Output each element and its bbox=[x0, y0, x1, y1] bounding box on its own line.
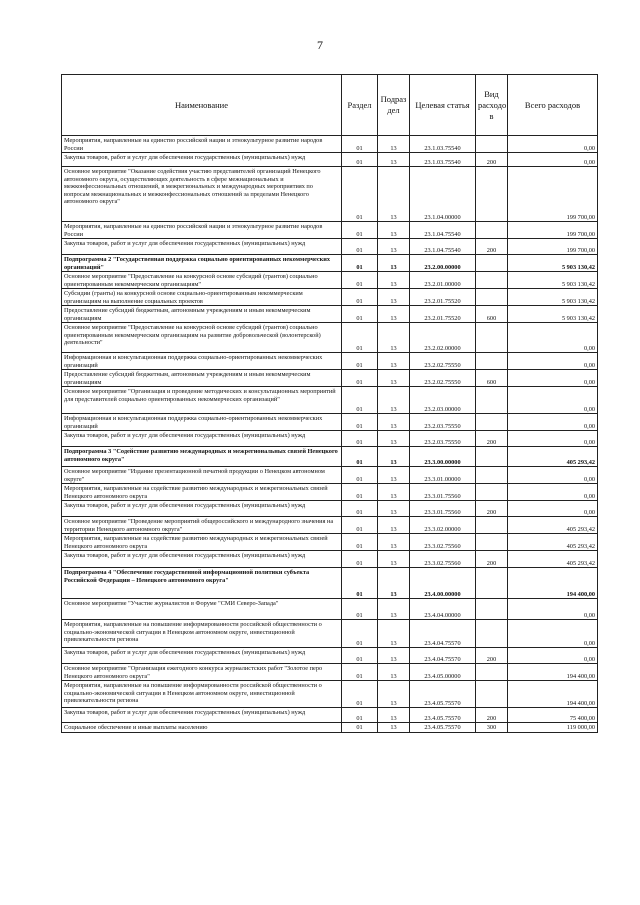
row-podrazdel-cell: 13 bbox=[378, 620, 410, 648]
row-target-cell: 23.2.02.75550 bbox=[410, 353, 476, 370]
table-row bbox=[62, 167, 598, 222]
row-razdel-cell: 01 bbox=[342, 708, 378, 723]
row-name-cell: Мероприятия, направленные на единство российской нации и этнокультурное развитие народов России bbox=[62, 136, 342, 153]
row-podrazdel-cell: 13 bbox=[378, 414, 410, 431]
row-expense-type-cell bbox=[476, 599, 508, 620]
row-target-cell: 23.4.05.75570 bbox=[410, 723, 476, 733]
row-expense-type-cell bbox=[476, 534, 508, 551]
row-target-cell: 23.2.01.75520 bbox=[410, 306, 476, 323]
row-name-cell: Подпрограмма 3 "Содействие развитию международных и межрегиональных связей Ненецкого автономного округа" bbox=[62, 447, 342, 467]
table-row bbox=[62, 431, 598, 447]
row-podrazdel-cell: 13 bbox=[378, 167, 410, 222]
row-razdel-cell: 01 bbox=[342, 664, 378, 681]
table-row bbox=[62, 255, 598, 272]
row-podrazdel-cell: 13 bbox=[378, 664, 410, 681]
row-total-cell: 119 000,00 bbox=[508, 723, 598, 733]
row-podrazdel-cell: 13 bbox=[378, 323, 410, 353]
row-total-cell: 5 903 130,42 bbox=[508, 255, 598, 272]
row-name-cell: Мероприятия, направленные на содействие развитию международных и межрегиональных связей Ненецкого автономного округа bbox=[62, 484, 342, 501]
row-total-cell: 0,00 bbox=[508, 387, 598, 414]
row-name-cell: Закупка товаров, работ и услуг для обеспечения государственных (муниципальных) нужд bbox=[62, 153, 342, 167]
row-total-cell: 0,00 bbox=[508, 153, 598, 167]
row-target-cell: 23.2.02.00000 bbox=[410, 323, 476, 353]
row-target-cell: 23.3.02.00000 bbox=[410, 517, 476, 534]
row-name-cell: Информационная и консультационная поддержка социально-ориентированных некоммерческих организаций bbox=[62, 414, 342, 431]
row-podrazdel-cell: 13 bbox=[378, 534, 410, 551]
row-expense-type-cell: 300 bbox=[476, 723, 508, 733]
row-name-cell: Предоставление субсидий бюджетным, автономным учреждениям и иным некоммерческим организациям bbox=[62, 370, 342, 387]
table-row bbox=[62, 467, 598, 484]
row-target-cell: 23.2.01.00000 bbox=[410, 272, 476, 289]
row-podrazdel-cell: 13 bbox=[378, 387, 410, 414]
row-expense-type-cell bbox=[476, 222, 508, 239]
row-razdel-cell: 01 bbox=[342, 723, 378, 733]
row-total-cell: 0,00 bbox=[508, 501, 598, 517]
table-row bbox=[62, 289, 598, 306]
row-expense-type-cell: 200 bbox=[476, 239, 508, 255]
header-target-article: Целевая статья bbox=[410, 75, 476, 136]
row-expense-type-cell bbox=[476, 136, 508, 153]
row-razdel-cell: 01 bbox=[342, 239, 378, 255]
row-razdel-cell: 01 bbox=[342, 681, 378, 708]
row-name-cell: Предоставление субсидий бюджетным, автономным учреждениям и иным некоммерческим организациям bbox=[62, 306, 342, 323]
row-total-cell: 0,00 bbox=[508, 620, 598, 648]
row-razdel-cell: 01 bbox=[342, 484, 378, 501]
row-total-cell: 199 700,00 bbox=[508, 167, 598, 222]
row-podrazdel-cell: 13 bbox=[378, 648, 410, 664]
row-total-cell: 5 903 130,42 bbox=[508, 306, 598, 323]
table-row bbox=[62, 599, 598, 620]
row-expense-type-cell: 200 bbox=[476, 648, 508, 664]
table-row bbox=[62, 620, 598, 648]
row-total-cell: 199 700,00 bbox=[508, 222, 598, 239]
table-row bbox=[62, 153, 598, 167]
row-name-cell: Основное мероприятие "Проведение мероприятий общероссийского и международного значения на территории Ненецкого автономного округа" bbox=[62, 517, 342, 534]
row-total-cell: 0,00 bbox=[508, 136, 598, 153]
row-razdel-cell: 01 bbox=[342, 353, 378, 370]
row-expense-type-cell: 200 bbox=[476, 708, 508, 723]
row-target-cell: 23.4.00.00000 bbox=[410, 568, 476, 599]
row-razdel-cell: 01 bbox=[342, 431, 378, 447]
table-row bbox=[62, 272, 598, 289]
row-razdel-cell: 01 bbox=[342, 222, 378, 239]
row-name-cell: Основное мероприятие "Предоставление на конкурсной основе субсидий (грантов) социально ориентированным некоммерческим организациям на развитие добровольческой (волонтерской) деятельности" bbox=[62, 323, 342, 353]
row-target-cell: 23.1.04.00000 bbox=[410, 167, 476, 222]
row-name-cell: Основное мероприятие "Оказание содействия участию представителей организаций Ненецкого автономного округа, осуществляющих деятельность в сфере межнациональных и межконфессиональных отношений, в межрегиональных и международных мероприятиях по вопросам межнациональных и межконфессиональных отношений за пределами Ненецкого автономного округа" bbox=[62, 167, 342, 222]
row-total-cell: 405 293,42 bbox=[508, 447, 598, 467]
row-target-cell: 23.3.02.75560 bbox=[410, 534, 476, 551]
row-target-cell: 23.4.05.00000 bbox=[410, 664, 476, 681]
row-total-cell: 5 903 130,42 bbox=[508, 272, 598, 289]
row-total-cell: 0,00 bbox=[508, 431, 598, 447]
row-name-cell: Мероприятия, направленные на содействие развитию международных и межрегиональных связей Ненецкого автономного округа bbox=[62, 534, 342, 551]
table-row bbox=[62, 517, 598, 534]
row-name-cell: Основное мероприятие "Организация и проведение методических и консультационных мероприятий для представителей социально ориентированных некоммерческих организаций" bbox=[62, 387, 342, 414]
row-target-cell: 23.2.03.75550 bbox=[410, 414, 476, 431]
table-row bbox=[62, 723, 598, 733]
table-row bbox=[62, 534, 598, 551]
row-podrazdel-cell: 13 bbox=[378, 222, 410, 239]
row-target-cell: 23.2.03.00000 bbox=[410, 387, 476, 414]
row-expense-type-cell bbox=[476, 167, 508, 222]
row-expense-type-cell bbox=[476, 414, 508, 431]
row-expense-type-cell bbox=[476, 255, 508, 272]
row-podrazdel-cell: 13 bbox=[378, 723, 410, 733]
header-expense-type: Вид расходо в bbox=[476, 75, 508, 136]
row-podrazdel-cell: 13 bbox=[378, 272, 410, 289]
row-podrazdel-cell: 13 bbox=[378, 484, 410, 501]
row-podrazdel-cell: 13 bbox=[378, 306, 410, 323]
row-razdel-cell: 01 bbox=[342, 387, 378, 414]
table-row bbox=[62, 568, 598, 599]
row-total-cell: 75 400,00 bbox=[508, 708, 598, 723]
row-razdel-cell: 01 bbox=[342, 599, 378, 620]
row-name-cell: Подпрограмма 2 "Государственная поддержка социально ориентированных некоммерческих организаций" bbox=[62, 255, 342, 272]
row-target-cell: 23.2.01.75520 bbox=[410, 289, 476, 306]
table-row bbox=[62, 708, 598, 723]
table-row bbox=[62, 681, 598, 708]
row-razdel-cell: 01 bbox=[342, 153, 378, 167]
header-podrazdel: Подраз дел bbox=[378, 75, 410, 136]
row-expense-type-cell bbox=[476, 289, 508, 306]
header-name: Наименование bbox=[62, 75, 342, 136]
row-expense-type-cell bbox=[476, 484, 508, 501]
row-expense-type-cell bbox=[476, 387, 508, 414]
row-razdel-cell: 01 bbox=[342, 501, 378, 517]
row-expense-type-cell: 600 bbox=[476, 370, 508, 387]
row-total-cell: 0,00 bbox=[508, 599, 598, 620]
row-total-cell: 0,00 bbox=[508, 648, 598, 664]
row-target-cell: 23.2.03.75550 bbox=[410, 431, 476, 447]
row-podrazdel-cell: 13 bbox=[378, 501, 410, 517]
row-target-cell: 23.4.04.75570 bbox=[410, 620, 476, 648]
row-expense-type-cell: 200 bbox=[476, 501, 508, 517]
row-podrazdel-cell: 13 bbox=[378, 681, 410, 708]
row-razdel-cell: 01 bbox=[342, 255, 378, 272]
row-total-cell: 0,00 bbox=[508, 353, 598, 370]
row-razdel-cell: 01 bbox=[342, 447, 378, 467]
row-razdel-cell: 01 bbox=[342, 414, 378, 431]
row-name-cell: Мероприятия, направленные на повышение информированности российской общественности о социально-экономической ситуации в Ненецком автономном округе, инвестиционной привлекательности региона bbox=[62, 681, 342, 708]
row-expense-type-cell bbox=[476, 353, 508, 370]
row-expense-type-cell: 200 bbox=[476, 551, 508, 568]
row-target-cell: 23.4.05.75570 bbox=[410, 708, 476, 723]
table-row bbox=[62, 414, 598, 431]
table-row bbox=[62, 239, 598, 255]
row-target-cell: 23.3.01.75560 bbox=[410, 501, 476, 517]
row-podrazdel-cell: 13 bbox=[378, 239, 410, 255]
row-razdel-cell: 01 bbox=[342, 136, 378, 153]
row-target-cell: 23.1.03.75540 bbox=[410, 136, 476, 153]
row-total-cell: 194 400,00 bbox=[508, 664, 598, 681]
row-expense-type-cell bbox=[476, 620, 508, 648]
row-expense-type-cell: 600 bbox=[476, 306, 508, 323]
budget-table bbox=[61, 74, 598, 733]
row-razdel-cell: 01 bbox=[342, 534, 378, 551]
row-target-cell: 23.3.01.00000 bbox=[410, 467, 476, 484]
row-podrazdel-cell: 13 bbox=[378, 136, 410, 153]
row-podrazdel-cell: 13 bbox=[378, 289, 410, 306]
row-name-cell: Закупка товаров, работ и услуг для обеспечения государственных (муниципальных) нужд bbox=[62, 501, 342, 517]
row-razdel-cell: 01 bbox=[342, 289, 378, 306]
row-podrazdel-cell: 13 bbox=[378, 255, 410, 272]
row-podrazdel-cell: 13 bbox=[378, 447, 410, 467]
row-total-cell: 0,00 bbox=[508, 467, 598, 484]
row-total-cell: 0,00 bbox=[508, 414, 598, 431]
row-podrazdel-cell: 13 bbox=[378, 708, 410, 723]
row-name-cell: Закупка товаров, работ и услуг для обеспечения государственных (муниципальных) нужд bbox=[62, 708, 342, 723]
row-expense-type-cell: 200 bbox=[476, 153, 508, 167]
row-target-cell: 23.2.00.00000 bbox=[410, 255, 476, 272]
row-target-cell: 23.2.02.75550 bbox=[410, 370, 476, 387]
row-expense-type-cell: 200 bbox=[476, 431, 508, 447]
row-expense-type-cell bbox=[476, 681, 508, 708]
row-total-cell: 0,00 bbox=[508, 323, 598, 353]
row-podrazdel-cell: 13 bbox=[378, 599, 410, 620]
row-total-cell: 405 293,42 bbox=[508, 551, 598, 568]
row-razdel-cell: 01 bbox=[342, 568, 378, 599]
row-name-cell: Закупка товаров, работ и услуг для обеспечения государственных (муниципальных) нужд bbox=[62, 551, 342, 568]
row-name-cell: Закупка товаров, работ и услуг для обеспечения государственных (муниципальных) нужд bbox=[62, 648, 342, 664]
row-expense-type-cell bbox=[476, 323, 508, 353]
row-total-cell: 199 700,00 bbox=[508, 239, 598, 255]
row-expense-type-cell bbox=[476, 568, 508, 599]
row-razdel-cell: 01 bbox=[342, 467, 378, 484]
row-name-cell: Основное мероприятие "Предоставление на конкурсной основе субсидий (грантов) социально ориентированным некоммерческим организациям" bbox=[62, 272, 342, 289]
row-expense-type-cell bbox=[476, 447, 508, 467]
table-row bbox=[62, 222, 598, 239]
table-row bbox=[62, 484, 598, 501]
page-number: 7 bbox=[317, 38, 323, 52]
row-target-cell: 23.4.04.00000 bbox=[410, 599, 476, 620]
row-razdel-cell: 01 bbox=[342, 306, 378, 323]
row-target-cell: 23.1.03.75540 bbox=[410, 153, 476, 167]
row-target-cell: 23.3.02.75560 bbox=[410, 551, 476, 568]
table-row bbox=[62, 323, 598, 353]
row-name-cell: Информационная и консультационная поддержка социально-ориентированных некоммерческих организаций bbox=[62, 353, 342, 370]
row-name-cell: Основное мероприятие "Издание презентационной печатной продукции о Ненецком автономном округе" bbox=[62, 467, 342, 484]
table-row bbox=[62, 136, 598, 153]
row-name-cell: Субсидии (гранты) на конкурсной основе социально-ориентированным некоммерческим организациям на выполнение социальных проектов bbox=[62, 289, 342, 306]
row-target-cell: 23.3.00.00000 bbox=[410, 447, 476, 467]
table-row bbox=[62, 370, 598, 387]
row-expense-type-cell bbox=[476, 517, 508, 534]
row-podrazdel-cell: 13 bbox=[378, 370, 410, 387]
row-razdel-cell: 01 bbox=[342, 517, 378, 534]
row-total-cell: 0,00 bbox=[508, 484, 598, 501]
row-podrazdel-cell: 13 bbox=[378, 353, 410, 370]
table-row bbox=[62, 306, 598, 323]
row-name-cell: Мероприятия, направленные на повышение информированности российской общественности о социально-экономической ситуации в Ненецком автономном округе, инвестиционной привлекательности региона bbox=[62, 620, 342, 648]
header-total-expenses: Всего расходов bbox=[508, 75, 598, 136]
row-name-cell: Закупка товаров, работ и услуг для обеспечения государственных (муниципальных) нужд bbox=[62, 239, 342, 255]
row-razdel-cell: 01 bbox=[342, 323, 378, 353]
row-podrazdel-cell: 13 bbox=[378, 551, 410, 568]
row-target-cell: 23.4.04.75570 bbox=[410, 648, 476, 664]
row-podrazdel-cell: 13 bbox=[378, 568, 410, 599]
header-razdel: Раздел bbox=[342, 75, 378, 136]
row-expense-type-cell bbox=[476, 467, 508, 484]
row-podrazdel-cell: 13 bbox=[378, 517, 410, 534]
row-total-cell: 194 400,00 bbox=[508, 568, 598, 599]
row-name-cell: Подпрограмма 4 "Обеспечение государственной информационной политики субъекта Российской Федерации – Ненецкого автономного округа" bbox=[62, 568, 342, 599]
table-header-row bbox=[62, 75, 598, 136]
row-name-cell: Социальное обеспечение и иные выплаты населению bbox=[62, 723, 342, 733]
row-razdel-cell: 01 bbox=[342, 648, 378, 664]
row-name-cell: Мероприятия, направленные на единство российской нации и этнокультурное развитие народов России bbox=[62, 222, 342, 239]
table-row bbox=[62, 648, 598, 664]
row-razdel-cell: 01 bbox=[342, 620, 378, 648]
row-podrazdel-cell: 13 bbox=[378, 467, 410, 484]
table-row bbox=[62, 447, 598, 467]
row-podrazdel-cell: 13 bbox=[378, 153, 410, 167]
row-target-cell: 23.3.01.75560 bbox=[410, 484, 476, 501]
table-row bbox=[62, 664, 598, 681]
row-razdel-cell: 01 bbox=[342, 370, 378, 387]
row-total-cell: 0,00 bbox=[508, 370, 598, 387]
row-total-cell: 5 903 130,42 bbox=[508, 289, 598, 306]
row-total-cell: 405 293,42 bbox=[508, 517, 598, 534]
row-total-cell: 405 293,42 bbox=[508, 534, 598, 551]
row-razdel-cell: 01 bbox=[342, 551, 378, 568]
row-name-cell: Основное мероприятие "Организация ежегодного конкурса журналистских работ "Золотое перо Ненецкого автономного округа" bbox=[62, 664, 342, 681]
row-name-cell: Основное мероприятие "Участие журналистов в Форуме "СМИ Северо-Запада" bbox=[62, 599, 342, 620]
table-row bbox=[62, 387, 598, 414]
row-name-cell: Закупка товаров, работ и услуг для обеспечения государственных (муниципальных) нужд bbox=[62, 431, 342, 447]
table-row bbox=[62, 353, 598, 370]
row-expense-type-cell bbox=[476, 272, 508, 289]
row-razdel-cell: 01 bbox=[342, 272, 378, 289]
row-target-cell: 23.1.04.75540 bbox=[410, 239, 476, 255]
row-total-cell: 194 400,00 bbox=[508, 681, 598, 708]
row-target-cell: 23.4.05.75570 bbox=[410, 681, 476, 708]
row-expense-type-cell bbox=[476, 664, 508, 681]
row-podrazdel-cell: 13 bbox=[378, 431, 410, 447]
table-row bbox=[62, 501, 598, 517]
row-razdel-cell: 01 bbox=[342, 167, 378, 222]
table-row bbox=[62, 551, 598, 568]
row-target-cell: 23.1.04.75540 bbox=[410, 222, 476, 239]
